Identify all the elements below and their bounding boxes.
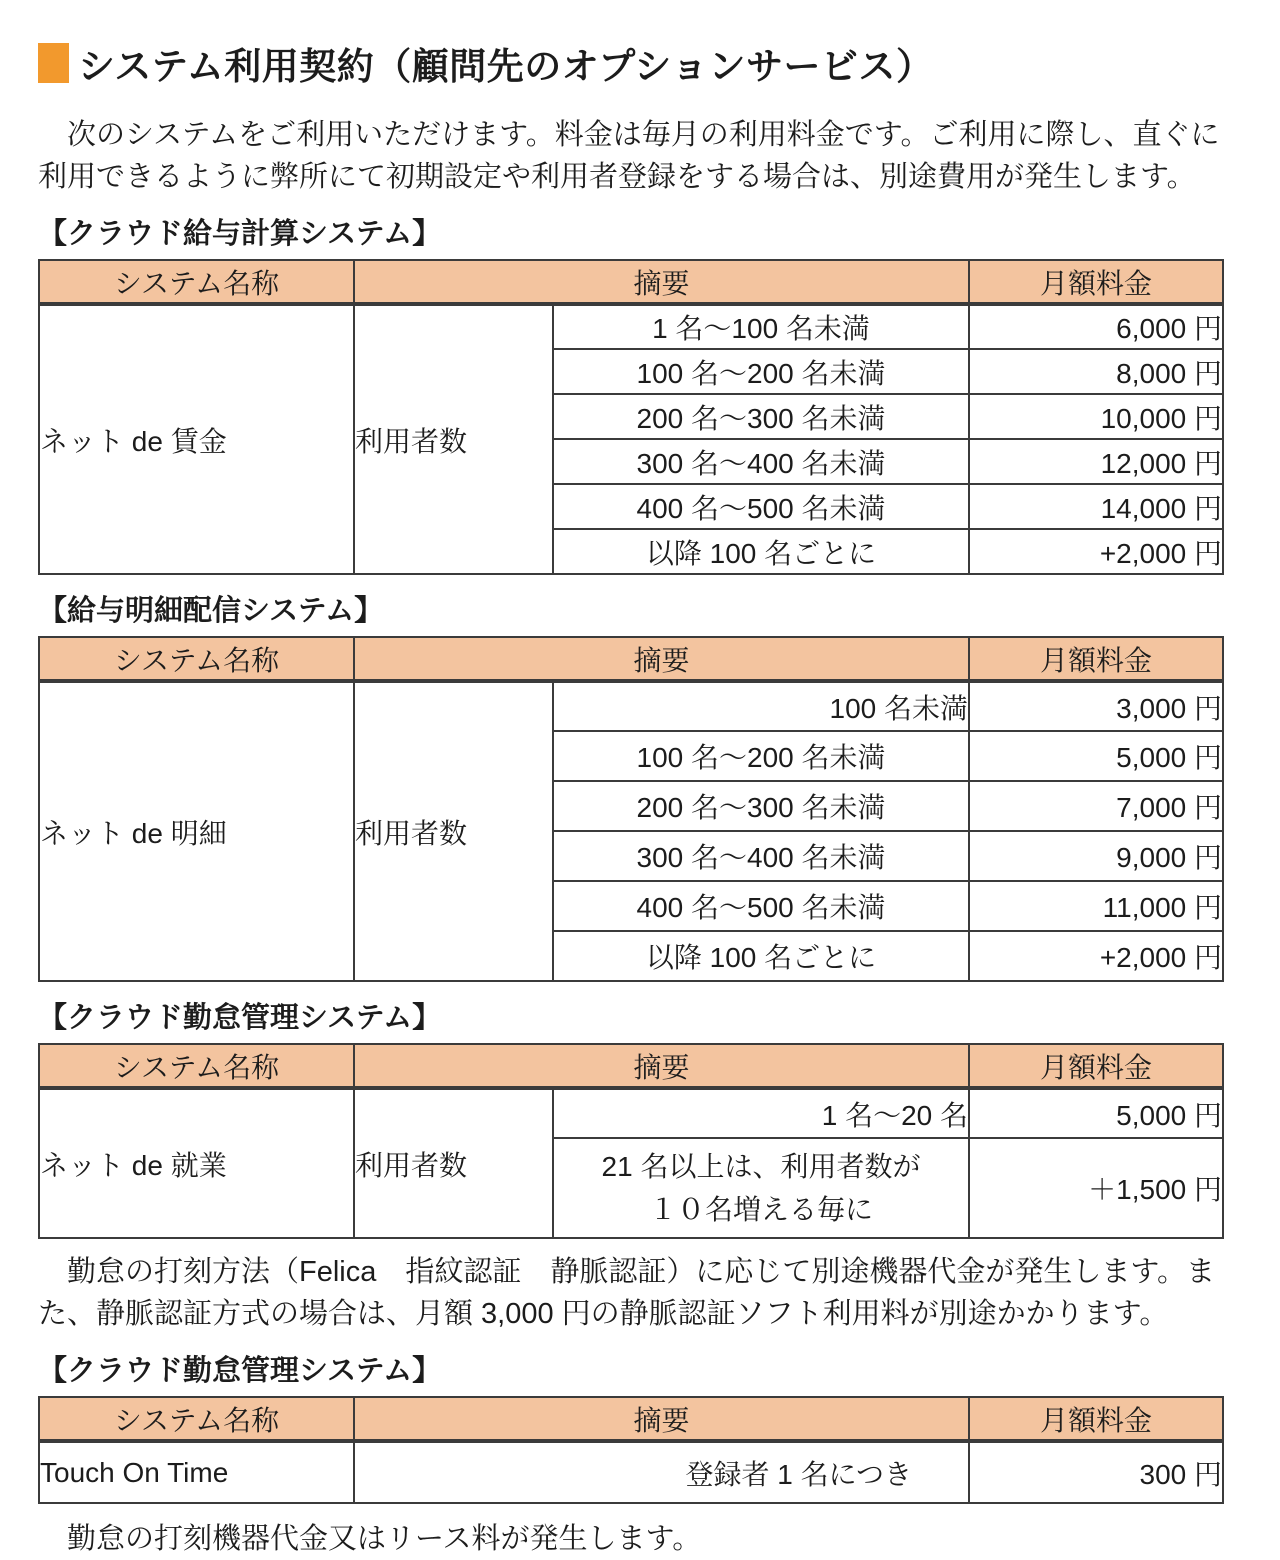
touch-on-time-note-paragraph: 勤怠の打刻機器代金又はリース料が発生します。 [38,1523,702,1556]
intro-paragraph: 次のシステムをご利用いただけます。料金は毎月の利用料金です。ご利用に際し、直ぐに利用できるように弊所にて初期設定や利用者登録をする場合は、別途費用が発生します。 [38,119,1220,194]
fee-cell: 10,000 円 [969,394,1223,439]
range-cell: 200 名～300 名未満 [553,781,969,831]
table-row [39,304,1223,349]
fee-cell: +2,000 円 [969,529,1223,574]
fee-cell: +2,000 円 [969,931,1223,981]
fee-cell: 11,000 円 [969,881,1223,931]
section-label-payroll: 【クラウド給与計算システム】 [38,218,442,251]
range-cell: 100 名未満 [553,681,969,731]
range-line-2: １０名増える毎に [649,1194,874,1226]
fee-cell: 14,000 円 [969,484,1223,529]
payslip-pricing-table [38,636,1224,982]
measure-cell: 利用者数 [354,1088,553,1238]
column-header-summary: 摘要 [354,1397,969,1441]
range-cell: 以降 100 名ごとに [553,529,969,574]
system-name-cell: ネット de 明細 [39,681,354,981]
column-header-monthly-fee: 月額料金 [969,260,1223,304]
range-cell: 以降 100 名ごとに [553,931,969,981]
fee-cell: 6,000 円 [969,304,1223,349]
column-header-monthly-fee: 月額料金 [969,1397,1223,1441]
range-cell: 1 名～100 名未満 [553,304,969,349]
range-cell: 1 名～20 名 [553,1088,969,1138]
page-title: システム利用契約（顧問先のオプションサービス） [78,46,934,87]
fee-cell: 8,000 円 [969,349,1223,394]
table-header-row [39,637,1223,681]
section-label-payslip: 【給与明細配信システム】 [38,595,384,628]
range-cell: 300 名～400 名未満 [553,439,969,484]
fee-cell: 7,000 円 [969,781,1223,831]
column-header-summary: 摘要 [354,637,969,681]
fee-cell: 9,000 円 [969,831,1223,881]
column-header-summary: 摘要 [354,1044,969,1088]
range-cell: 400 名～500 名未満 [553,881,969,931]
column-header-system-name: システム名称 [39,1044,354,1088]
range-cell [553,1138,969,1238]
range-cell: 100 名～200 名未満 [553,731,969,781]
range-cell: 200 名～300 名未満 [553,394,969,439]
column-header-system-name: システム名称 [39,1397,354,1441]
fee-cell: 5,000 円 [969,731,1223,781]
column-header-monthly-fee: 月額料金 [969,637,1223,681]
column-header-summary: 摘要 [354,260,969,304]
column-header-system-name: システム名称 [39,637,354,681]
table-header-row [39,1397,1223,1441]
range-line-1: 21 名以上は、利用者数が [601,1150,921,1182]
fee-cell: 12,000 円 [969,439,1223,484]
table-row [39,681,1223,731]
fee-cell: 5,000 円 [969,1088,1223,1138]
column-header-system-name: システム名称 [39,260,354,304]
section-label-touch-on-time: 【クラウド勤怠管理システム】 [38,1355,442,1388]
section-label-attendance: 【クラウド勤怠管理システム】 [38,1002,442,1035]
fee-cell: 3,000 円 [969,681,1223,731]
attendance-pricing-table [38,1043,1224,1239]
attendance-note-paragraph: 勤怠の打刻方法（Felica 指紋認証 静脈認証）に応じて別途機器代金が発生します。また、静脈認証方式の場合は、月額 3,000 円の静脈認証ソフト利用料が別途かかります。 [38,1256,1216,1331]
payroll-pricing-table [38,259,1224,575]
measure-cell: 利用者数 [354,304,553,574]
table-row [39,1088,1223,1138]
system-name-cell: Touch On Time [39,1441,354,1503]
range-cell: 登録者 1 名につき [354,1441,969,1503]
table-header-row [39,260,1223,304]
range-cell: 100 名～200 名未満 [553,349,969,394]
measure-cell: 利用者数 [354,681,553,981]
range-cell: 400 名～500 名未満 [553,484,969,529]
touch-on-time-pricing-table [38,1396,1224,1504]
page-title-row [38,36,1222,90]
orange-square-bullet-icon [38,43,69,83]
table-row [39,1441,1223,1503]
range-cell: 300 名～400 名未満 [553,831,969,881]
column-header-monthly-fee: 月額料金 [969,1044,1223,1088]
table-header-row [39,1044,1223,1088]
fee-cell: 300 円 [969,1441,1223,1503]
system-name-cell: ネット de 就業 [39,1088,354,1238]
fee-cell: ＋1,500 円 [969,1138,1223,1238]
system-name-cell: ネット de 賃金 [39,304,354,574]
